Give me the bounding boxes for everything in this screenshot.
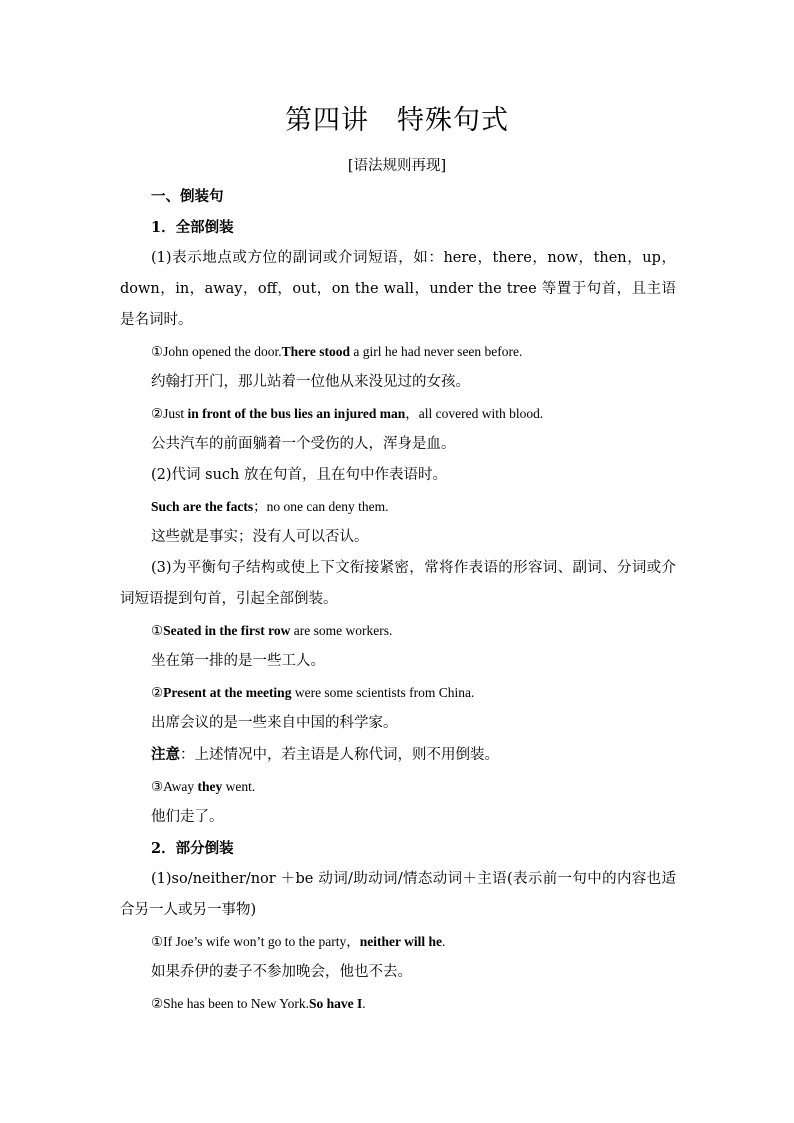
example-5-translation: 出席会议的是一些来自中国的科学家。 <box>151 715 398 731</box>
page-title: 第四讲 特殊句式 <box>285 105 509 136</box>
example-highlight: Seated in the first row <box>163 623 291 638</box>
example-number: ② <box>151 406 164 421</box>
rule-1: (1)表示地点或方位的副词或介词短语，如：here，there，now，then，up，down，in，away，off，out，on the wall，under the tree 等置于句首，且主语是名词时。 <box>120 250 676 328</box>
example-text: Away <box>163 779 198 794</box>
example-text: If Joe’s wife won’t go to the party， <box>163 934 360 949</box>
example-text: a girl he had never seen before. <box>349 344 523 359</box>
example-text: . <box>441 934 446 949</box>
example-text: John opened the door. <box>163 344 282 359</box>
example-highlight: Such are the facts <box>151 499 254 514</box>
example-number: ① <box>151 623 164 638</box>
example-text: ，all covered with blood. <box>405 406 544 421</box>
example-highlight: neither will he <box>359 934 442 949</box>
example-text: were some scientists from China. <box>291 685 475 700</box>
example-partial-1-translation: 如果乔伊的妻子不参加晚会，他也不去。 <box>151 964 412 980</box>
example-text: went. <box>222 779 256 794</box>
example-highlight: So have I <box>308 996 363 1011</box>
example-number: ② <box>151 685 164 700</box>
example-5 <box>120 677 676 708</box>
rule-2: (2)代词 such 放在句首，且在句中作表语时。 <box>151 467 447 483</box>
example-1-translation: 约翰打开门，那儿站着一位他从来没见过的女孩。 <box>151 374 470 390</box>
example-partial-1 <box>120 926 676 957</box>
example-2 <box>120 398 676 429</box>
document-body <box>120 181 676 1019</box>
example-highlight: Present at the meeting <box>163 685 292 700</box>
note <box>120 739 676 771</box>
example-text: are some workers. <box>290 623 393 638</box>
example-4-translation: 坐在第一排的是一些工人。 <box>151 653 325 669</box>
example-3 <box>120 491 676 522</box>
note-label: 注意 <box>151 746 180 763</box>
example-text: ；no one can deny them. <box>253 499 389 514</box>
heading-partial-inversion: 2．部分倒装 <box>151 840 234 857</box>
example-number: ① <box>151 344 164 359</box>
example-2-translation: 公共汽车的前面躺着一个受伤的人，浑身是血。 <box>151 436 456 452</box>
section-subtitle: [语法规则再现] <box>347 158 447 174</box>
heading-inversion: 一、倒装句 <box>151 188 224 205</box>
example-6 <box>120 771 676 802</box>
example-number: ② <box>151 996 164 1011</box>
example-text: . <box>362 996 366 1011</box>
rule-partial-1: (1)so/neither/nor ＋be 动词/助动词/情态动词＋主语(表示前一句中的内容也适合另一人或另一事物) <box>120 871 676 918</box>
example-3-translation: 这些就是事实；没有人可以否认。 <box>151 529 369 545</box>
example-highlight: they <box>197 779 223 794</box>
note-text: ：上述情况中，若主语是人称代词，则不用倒装。 <box>180 747 499 763</box>
example-1 <box>120 336 676 367</box>
example-number: ③ <box>151 779 164 794</box>
example-6-translation: 他们走了。 <box>151 809 224 825</box>
example-partial-2 <box>120 988 676 1019</box>
rule-3: (3)为平衡句子结构或使上下文衔接紧密，常将作表语的形容词、副词、分词或介词短语提到句首，引起全部倒装。 <box>120 560 676 607</box>
example-text: Just <box>163 406 188 421</box>
example-text: She has been to New York. <box>163 996 309 1011</box>
example-number: ① <box>151 934 164 949</box>
example-highlight: in front of the bus lies an injured man <box>187 406 406 421</box>
heading-full-inversion: 1．全部倒装 <box>151 219 234 236</box>
example-4 <box>120 615 676 646</box>
example-highlight: There stood <box>281 344 350 359</box>
